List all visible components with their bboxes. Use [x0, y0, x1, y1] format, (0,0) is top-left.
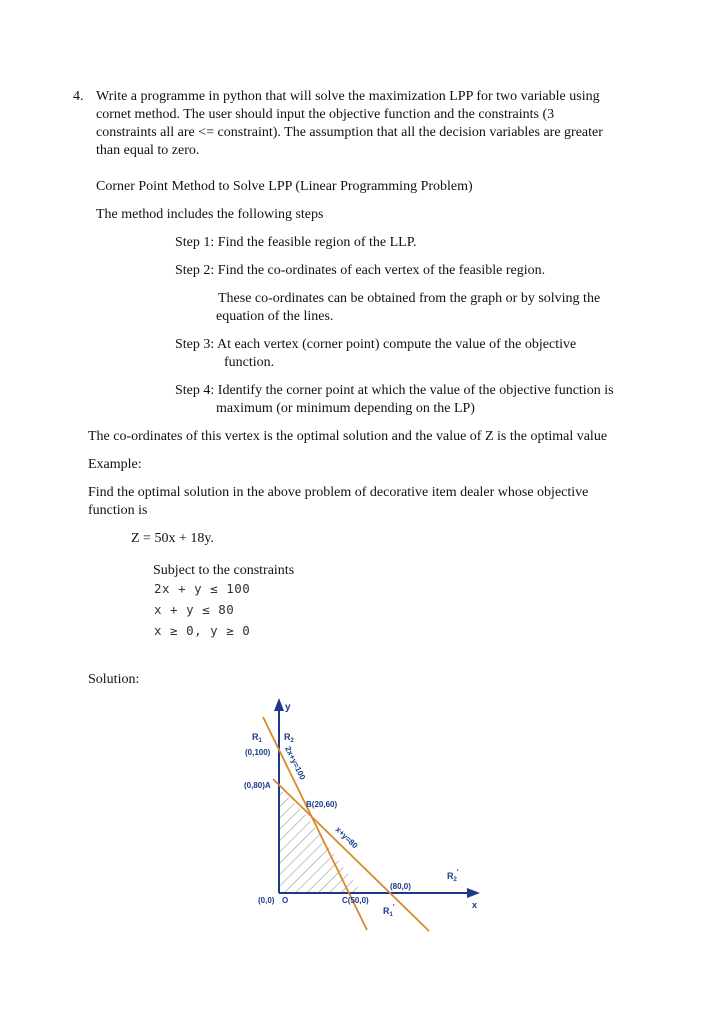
step-2-note-1: These co-ordinates can be obtained from the graph or by solving the [218, 291, 601, 306]
y-axis-arrow [274, 698, 284, 711]
line-x-y-80-label: x+y=80 [333, 824, 360, 851]
method-heading: Corner Point Method to Solve LPP (Linear Programming Problem) [96, 179, 473, 194]
region-r2-prime-label: $R_2'$ [447, 869, 459, 883]
region-r1-prime-label: $R_1'$ [383, 904, 395, 918]
step-2: Step 2: Find the co-ordinates of each vertex of the feasible region. [175, 263, 546, 278]
example-text-2: function is [88, 503, 148, 518]
example-text-1: Find the optimal solution in the above problem of decorative item dealer whose objective [88, 485, 589, 500]
method-conclusion: The co-ordinates of this vertex is the optimal solution and the value of Z is the optimal value [88, 429, 608, 444]
example-label: Example: [88, 457, 142, 472]
constraints-heading: Subject to the constraints [153, 563, 295, 578]
x-axis-label: x [472, 900, 478, 910]
step-4-line-2: maximum (or minimum depending on the LP) [216, 401, 475, 416]
y-axis-label: y [285, 702, 291, 713]
point-80-0-label: (80,0) [390, 882, 411, 891]
region-r2-label: $R_2$ [284, 732, 294, 744]
objective-function: Z = 50x + 18y. [131, 531, 214, 546]
question-line-3: constraints all are <= constraint). The assumption that all the decision variables are greater [96, 125, 603, 140]
question-line-1: Write a programme in python that will solve the maximization LPP for two variable using [96, 89, 600, 104]
step-3-line-2: function. [224, 355, 275, 370]
point-a-label: (0,80)A [244, 781, 271, 790]
constraint-2: x + y ≤ 80 [154, 602, 235, 617]
constraint-3: x ≥ 0, y ≥ 0 [154, 623, 251, 638]
question-line-2: cornet method. The user should input the objective function and the constraints (3 [96, 107, 555, 122]
line-2x-y-100-label: 2x+y=100 [283, 744, 308, 782]
region-r1-label: $R_1$ [252, 732, 262, 744]
step-1: Step 1: Find the feasible region of the LLP. [175, 235, 417, 250]
constraint-1: 2x + y ≤ 100 [154, 581, 251, 596]
method-intro: The method includes the following steps [96, 207, 324, 222]
point-0-100-label: (0,100) [245, 748, 271, 757]
step-4-line-1: Step 4: Identify the corner point at which the value of the objective function is [175, 383, 614, 398]
point-b-label: B(20,60) [306, 800, 338, 809]
question-number: 4. [73, 89, 84, 104]
step-3-line-1: Step 3: At each vertex (corner point) compute the value of the objective [175, 337, 577, 352]
question-line-4: than equal to zero. [96, 143, 200, 158]
point-c-label: C(50,0) [342, 896, 369, 905]
solution-label: Solution: [88, 672, 140, 687]
x-axis-arrow [467, 888, 480, 898]
step-2-note-2: equation of the lines. [216, 309, 334, 324]
origin-label: (0,0) [258, 896, 275, 905]
origin-letter: O [282, 896, 289, 905]
